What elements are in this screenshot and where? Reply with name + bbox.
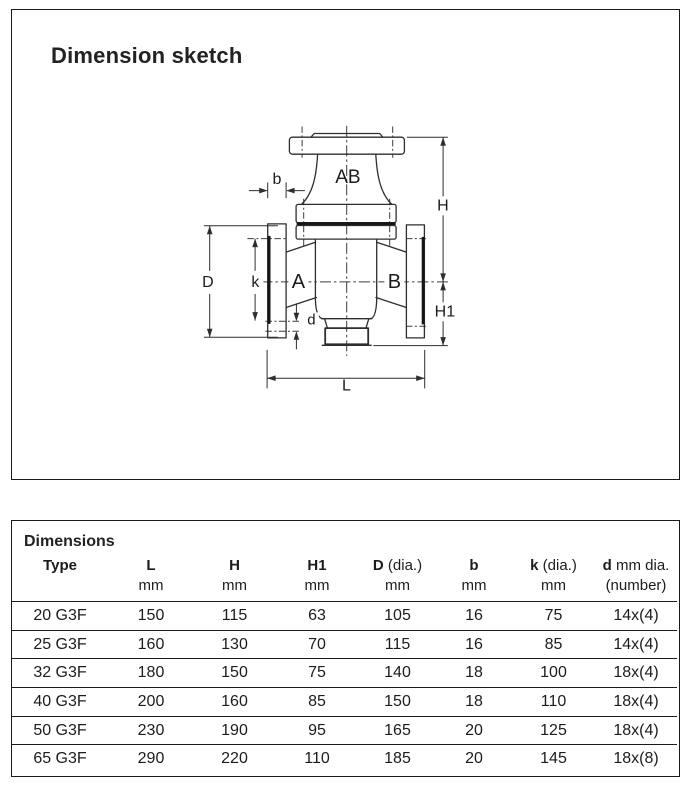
table-cell: 16	[436, 630, 512, 659]
table-cell: 85	[512, 630, 595, 659]
table-row	[12, 688, 677, 717]
table-cell: 75	[275, 659, 359, 688]
dimensions-panel	[11, 520, 680, 777]
table-cell: 14x(4)	[595, 602, 677, 631]
table-header-row	[12, 557, 677, 602]
label-port-ab: AB	[335, 166, 361, 188]
table-row	[12, 630, 677, 659]
table-cell: 140	[359, 659, 436, 688]
label-dim-L: L	[341, 377, 351, 395]
label-dim-D: D	[202, 273, 214, 291]
label-dim-k: k	[251, 273, 260, 291]
table-cell: 20	[436, 716, 512, 745]
table-cell: 18x(4)	[595, 659, 677, 688]
label-dim-b: b	[272, 170, 282, 188]
dimensions-table	[12, 557, 677, 773]
table-cell: 18	[436, 659, 512, 688]
table-cell: 100	[512, 659, 595, 688]
table-cell: 160	[194, 688, 275, 717]
table-cell: 18	[436, 688, 512, 717]
label-port-b: B	[387, 270, 402, 293]
table-cell: 32 G3F	[12, 659, 108, 688]
col-header-H1: H1 mm	[275, 557, 359, 602]
col-header-k: k (dia.) mm	[512, 557, 595, 602]
table-cell: 220	[221, 750, 248, 768]
table-cell: 50 G3F	[12, 716, 108, 745]
table-cell: 115	[194, 602, 275, 631]
col-header-d: d mm dia. (number)	[595, 557, 677, 602]
valve-dimension-drawing	[12, 10, 678, 476]
table-cell: 290	[137, 750, 165, 768]
label-dim-H1: H1	[434, 303, 456, 321]
table-cell: 145	[540, 750, 567, 768]
table-cell: 115	[359, 630, 436, 659]
table-cell: 70	[275, 630, 359, 659]
col-header-b: b mm	[436, 557, 512, 602]
table-cell: 85	[275, 688, 359, 717]
col-header-D: D (dia.) mm	[359, 557, 436, 602]
table-cell: 150	[359, 688, 436, 717]
table-cell: 95	[275, 716, 359, 745]
table-cell: 230	[108, 716, 194, 745]
col-header-type: Type	[12, 557, 108, 602]
label-dim-d: d	[307, 311, 316, 329]
col-header-H: H mm	[194, 557, 275, 602]
table-cell: 110	[512, 688, 595, 717]
table-cell: 18x(8)	[613, 750, 659, 768]
table-cell: 18x(4)	[595, 716, 677, 745]
valve-outline	[268, 134, 425, 346]
table-cell: 75	[512, 602, 595, 631]
table-cell: 150	[108, 602, 194, 631]
table-cell: 65 G3F	[33, 750, 87, 768]
table-cell: 40 G3F	[12, 688, 108, 717]
table-row	[12, 745, 677, 773]
table-cell: 20 G3F	[12, 602, 108, 631]
table-row	[12, 659, 677, 688]
table-cell: 200	[108, 688, 194, 717]
table-cell: 180	[108, 659, 194, 688]
label-port-a: A	[291, 270, 306, 293]
table-cell: 63	[275, 602, 359, 631]
table-cell: 20	[465, 750, 483, 768]
sketch-labels	[202, 167, 455, 395]
table-cell: 190	[194, 716, 275, 745]
table-row	[12, 602, 677, 631]
table-cell: 125	[512, 716, 595, 745]
table-row	[12, 716, 677, 745]
table-cell: 25 G3F	[12, 630, 108, 659]
dimensions-title: Dimensions	[24, 533, 115, 550]
table-cell: 16	[436, 602, 512, 631]
table-cell: 130	[194, 630, 275, 659]
table-cell: 160	[108, 630, 194, 659]
label-backgrounds	[199, 197, 456, 329]
table-cell: 185	[384, 750, 411, 768]
table-cell: 14x(4)	[595, 630, 677, 659]
dimension-lines	[204, 137, 448, 388]
table-cell: 110	[304, 750, 330, 768]
table-cell: 150	[194, 659, 275, 688]
table-cell: 18x(4)	[595, 688, 677, 717]
col-header-L: L mm	[108, 557, 194, 602]
table-cell: 165	[359, 716, 436, 745]
sketch-title: Dimension sketch	[51, 43, 243, 68]
centerlines	[247, 126, 448, 356]
dimension-sketch-panel	[11, 9, 680, 480]
table-cell: 105	[359, 602, 436, 631]
label-dim-H: H	[437, 197, 449, 215]
